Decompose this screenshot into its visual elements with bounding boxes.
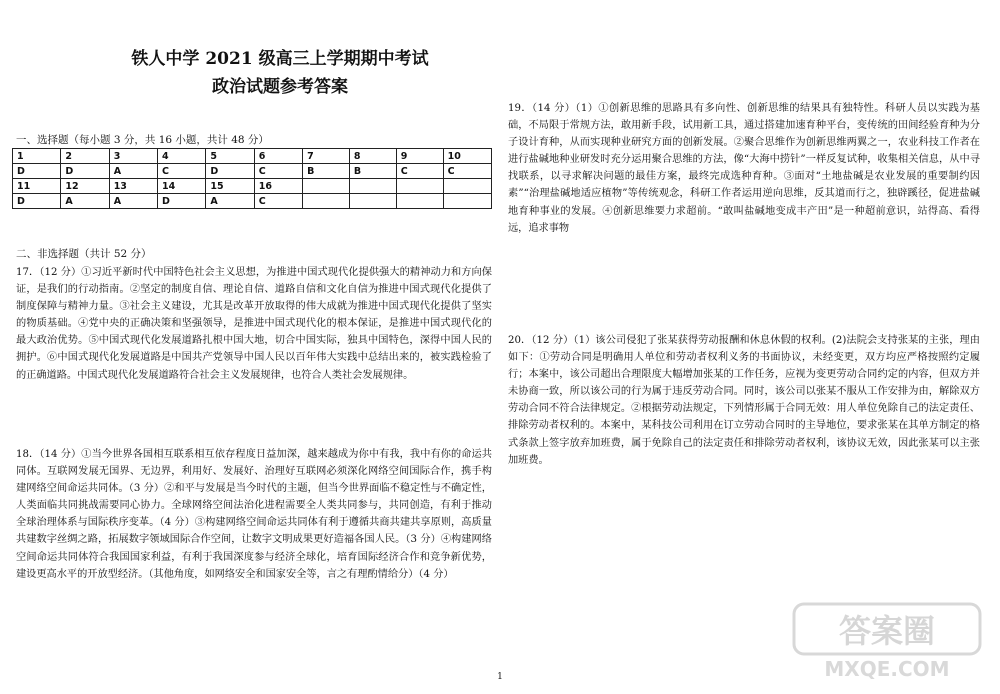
answer-cell: C: [254, 194, 302, 209]
answer-table-row: [13, 164, 492, 179]
answer-cell: A: [61, 194, 109, 209]
answer-cell: [396, 194, 443, 209]
answer-cell: 12: [61, 179, 109, 194]
answer-cell: 6: [254, 149, 302, 164]
answer-cell: C: [158, 164, 206, 179]
answer-cell: C: [254, 164, 302, 179]
answer-cell: [443, 194, 491, 209]
answer-cell: 1: [13, 149, 61, 164]
watermark-logo: [792, 602, 982, 682]
answer-table-row: [13, 149, 492, 164]
answer-table: [12, 148, 492, 209]
answer-cell: 7: [303, 149, 350, 164]
answer-cell: D: [206, 164, 254, 179]
answer-cell: D: [61, 164, 109, 179]
answer-cell: C: [396, 164, 443, 179]
watermark-text: 答案圈: [838, 612, 936, 650]
question-20-answer: 20．（12 分）（1）该公司侵犯了张某获得劳动报酬和休息休假的权利。(2)法院会支持张某的主张，理由如下：①劳动合同是明确用人单位和劳动者权利义务的书面协议，未经变更，双方均应严格按照约定履行；本案中，该公司超出合理限度大幅增加张某的工作任务，应视为变更劳动合同约定的内容，但双方并未协商一致，所以该公司的行为属于违反劳动合同。同时，该公司以张某不服从工作安排为由，解除双方劳动合同不符合法律规定。②根据劳动法规定，下列情形属于合同无效：用人单位免除自己的法定责任、排除劳动者权利的。本案中，某科技公司利用在订立劳动合同时的主导地位，要求张某在其单方制定的格式条款上签字放弃加班费，属于免除自己的法定责任和排除劳动者权利，该协议无效，因此张某可以主张加班费。: [508, 335, 980, 466]
answer-cell: [349, 194, 396, 209]
section-choice-heading: 一、选择题（每小题 3 分，共 16 小题，共计 48 分）: [16, 134, 269, 146]
answer-cell: 2: [61, 149, 109, 164]
answer-cell: D: [158, 194, 206, 209]
answer-cell: 16: [254, 179, 302, 194]
answer-cell: [396, 179, 443, 194]
answer-cell: A: [109, 194, 157, 209]
answer-cell: 3: [109, 149, 157, 164]
answer-cell: 10: [443, 149, 491, 164]
question-17-answer: 17．（12 分）①习近平新时代中国特色社会主义思想，为推进中国式现代化提供强大的精神动力和方向保证，是我们的行动指南。②坚定的制度自信、理论自信、道路自信和文化自信为推进中国式现代化提供了制度保障与精神力量。③社会主义建设，尤其是改革开放取得的伟大成就为推进中国式现代化提供了坚实的物质基础。④党中央的正确决策和坚强领导，是推进中国式现代化的根本保证，是推进中国式现代化的最大政治优势。⑤中国式现代化发展道路扎根中国大地，切合中国实际，独具中国特色，深得中国人民的拥护。⑥中国式现代化发展道路是中国共产党领导中国人民以百年伟大实践中总结出来的，被实践检验了的正确道路。中国式现代化发展道路符合社会主义发展规律，也符合人类社会发展规律。: [16, 267, 492, 381]
answer-cell: A: [109, 164, 157, 179]
answer-cell: 11: [13, 179, 61, 194]
page-number: 1: [497, 672, 503, 682]
answer-cell: 8: [349, 149, 396, 164]
answer-cell: 4: [158, 149, 206, 164]
answer-cell: [349, 179, 396, 194]
answer-cell: 9: [396, 149, 443, 164]
answer-cell: 13: [109, 179, 157, 194]
answer-cell: D: [13, 164, 61, 179]
exam-subtitle: 政治试题参考答案: [212, 77, 348, 97]
answer-table-row: [13, 179, 492, 194]
section-essay-heading: 二、非选择题（共计 52 分）: [16, 248, 152, 260]
answer-cell: [303, 194, 350, 209]
exam-title: 铁人中学 2021 级高三上学期期中考试: [131, 49, 429, 69]
answer-cell: B: [349, 164, 396, 179]
answer-cell: 5: [206, 149, 254, 164]
answer-cell: [303, 179, 350, 194]
answer-table-row: [13, 194, 492, 209]
question-18-answer: 18．（14 分）①当今世界各国相互联系相互依存程度日益加深，越来越成为你中有我，我中有你的命运共同体。互联网发展无国界、无边界，利用好、发展好、治理好互联网必须深化网络空间国际合作，携手构建网络空间命运共同体。（3 分）②和平与发展是当今时代的主题，但当今世界面临不稳定性与不确定性，人类面临共同挑战需要同心协力。全球网络空间法治化进程需要全人类共同参与，共同创造，有利于推动全球治理体系与国际秩序变革。（4 分）③构建网络空间命运共同体有利于遵循共商共建共享原则，高质量共建数字丝绸之路，拓展数字领域国际合作空间，让数字文明成果更好造福各国人民。（3 分）④构建网络空间命运共同体符合我国国家利益，有利于我国深度参与经济全球化，培育国际经济合作和竞争新优势，建设更高水平的开放型经济。（其他角度，如网络安全和国家安全等，言之有理酌情给分）（4 分）: [16, 449, 492, 580]
answer-cell: C: [443, 164, 491, 179]
answer-cell: A: [206, 194, 254, 209]
watermark-url: MXQE.COM: [824, 657, 950, 681]
answer-cell: B: [303, 164, 350, 179]
answer-cell: 14: [158, 179, 206, 194]
question-19-answer: 19．（14 分）（1）①创新思维的思路具有多向性、创新思维的结果具有独特性。科研人员以实践为基础，不局限于常规方法，敢用新手段，试用新工具，通过搭建加速育种平台，变传统的田间经验育种为分子设计育种，从而实现种业研究方面的创新发展。②聚合思维作为创新思维两翼之一，农业科技工作者在进行盐碱地种业研发时充分运用聚合思维的方法，像“大海中捞针”一样反复试种，收集相关信息，从中寻找联系，以寻求解决问题的最佳方案，最终完成选种育种。③面对“土地盐碱是农业发展的重要制约因素”“治理盐碱地适应植物”等传统观念，科研工作者运用逆向思维，反其道而行之，独辟蹊径，促进盐碱地育种事业的发展。④创新思维要力求超前。“敢叫盐碱地变成丰产田”是一种超前意识，站得高、看得远，追求事物: [508, 103, 980, 234]
answer-cell: D: [13, 194, 61, 209]
answer-cell: 15: [206, 179, 254, 194]
answer-cell: [443, 179, 491, 194]
